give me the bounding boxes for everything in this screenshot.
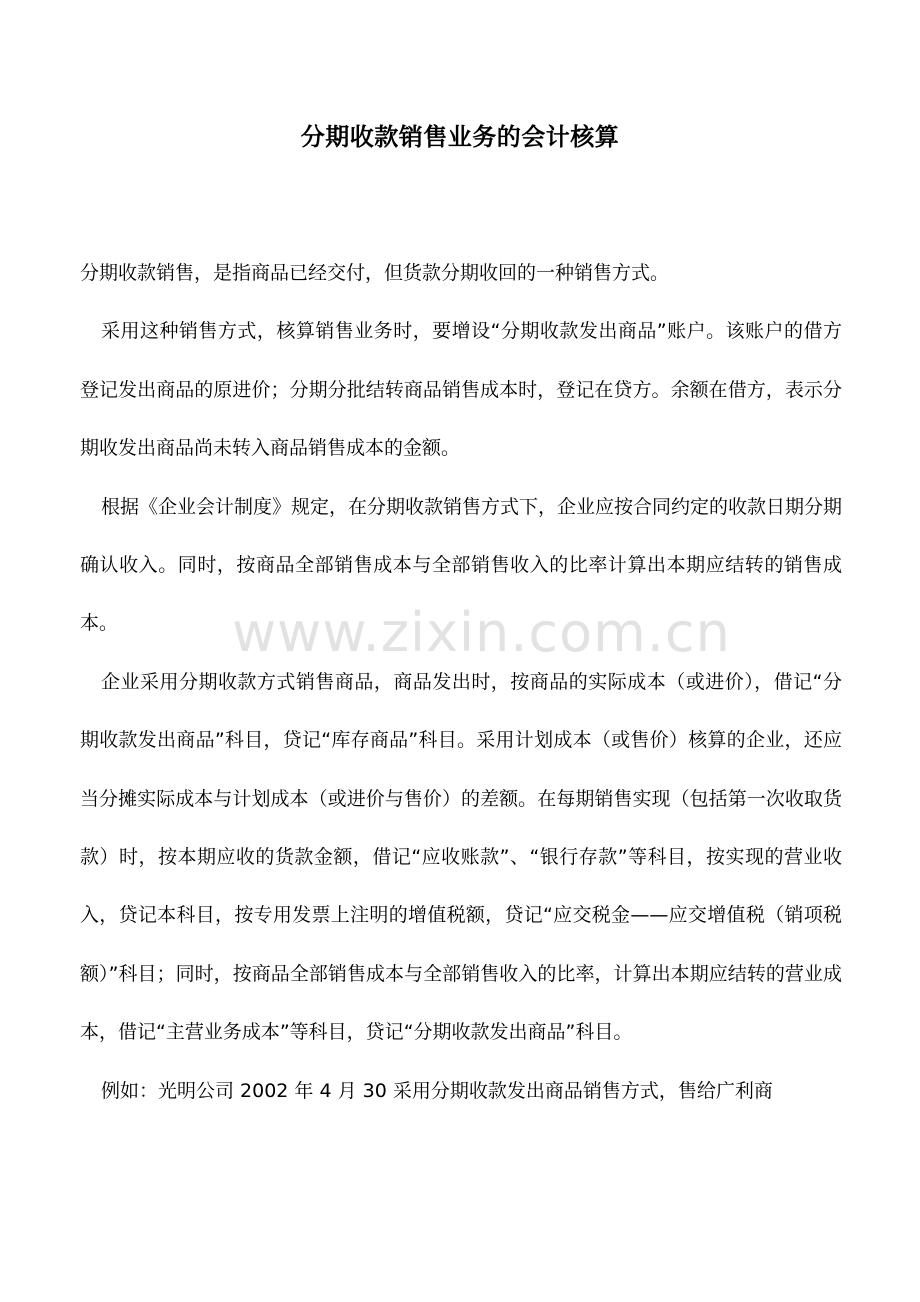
document-title: 分期收款销售业务的会计核算 (300, 122, 620, 151)
paragraph-example: 例如：光明公司 2002 年 4 月 30 采用分期收款发出商品销售方式，售给广利商 (101, 1079, 773, 1102)
document-body (80, 244, 842, 1120)
paragraph-journal-entries: 企业采用分期收款方式销售商品，商品发出时，按商品的实际成本（或进价），借记“分期收款发出商品”科目，贷记“库存商品”科目。采用计划成本（或售价）核算的企业，还应当分摊实际成本与计划成本（或进价与售价）的差额。在每期销售实现（包括第一次收取货款）时，按本期应收的货款金额，借记“应收账款”、“银行存款”等科目，按实现的营业收入，贷记本科目，按专用发票上注明的增值税额，贷记“应交税金——应交增值税（销项税额）”科目；同时，按商品全部销售成本与全部销售收入的比率，计算出本期应结转的营业成本，借记“主营业务成本”等科目，贷记“分期收款发出商品”科目。 (80, 670, 842, 1044)
paragraph-regulation: 根据《企业会计制度》规定，在分期收款销售方式下，企业应按合同约定的收款日期分期确认收入。同时，按商品全部销售成本与全部销售收入的比率计算出本期应结转的销售成本。 (80, 495, 843, 635)
paragraph-account-setup: 采用这种销售方式，核算销售业务时，要增设“分期收款发出商品”账户。该账户的借方登记发出商品的原进价；分期分批结转商品销售成本时，登记在贷方。余额在借方，表示分期收发出商品尚未转入商品销售成本的金额。 (80, 320, 842, 460)
watermark: www.zixin.com.cn (232, 601, 731, 664)
paragraph-definition: 分期收款销售，是指商品已经交付，但货款分期收回的一种销售方式。 (80, 262, 670, 284)
